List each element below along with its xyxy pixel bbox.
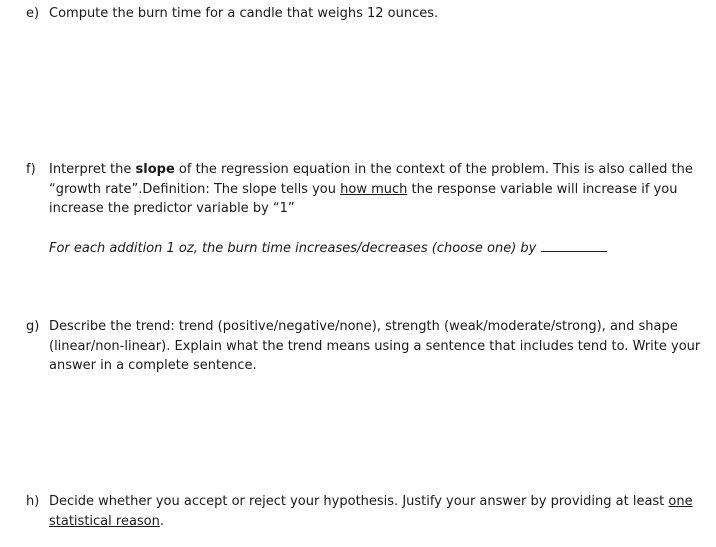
question-f-text-c: the response variable will increase if you increase the predictor variable by “1” [49,181,678,216]
question-h-marker: h) [26,494,40,509]
question-f-prompt-text: For each addition 1 oz, the burn time increases/decreases (choose one) by [49,240,541,256]
question-g-body [49,317,706,376]
question-g-text: Describe the trend: trend (positive/negative/none), strength (weak/moderate/strong), and shape (linear/non-linear). Explain what the trend means using a sentence that includes tend to. Write your answer in a complete sentence. [49,319,701,373]
question-f-text-b: of the regression equation in the context of the problem. This is also called the “growth rate”.Definition: The slope tells you [49,162,693,197]
answer-blank[interactable] [541,239,607,252]
question-h-text-a: Decide whether you accept or reject your hypothesis. Justify your answer by providing at least [49,494,669,509]
question-e-marker: e) [26,6,40,21]
question-h-body [49,492,706,531]
question-e-body [49,4,706,24]
question-f-underlined-phrase: how much [340,181,408,197]
question-f [26,160,706,258]
question-h-text-end: . [159,513,165,529]
question-e [26,4,706,24]
question-g [26,317,706,376]
question-e-text: Compute the burn time for a candle that weighs 12 ounces. [49,6,439,21]
question-f-prompt-line [49,239,706,259]
question-f-marker: f) [26,162,36,177]
question-g-marker: g) [26,319,40,334]
question-f-text-a: Interpret the [49,162,136,177]
question-f-paragraph [49,160,706,219]
question-h [26,492,706,531]
question-f-bold-term: slope [135,162,175,177]
question-f-body [49,160,706,258]
question-h-paragraph [49,492,706,531]
question-h-underlined-phrase: one statistical reason [49,494,693,529]
